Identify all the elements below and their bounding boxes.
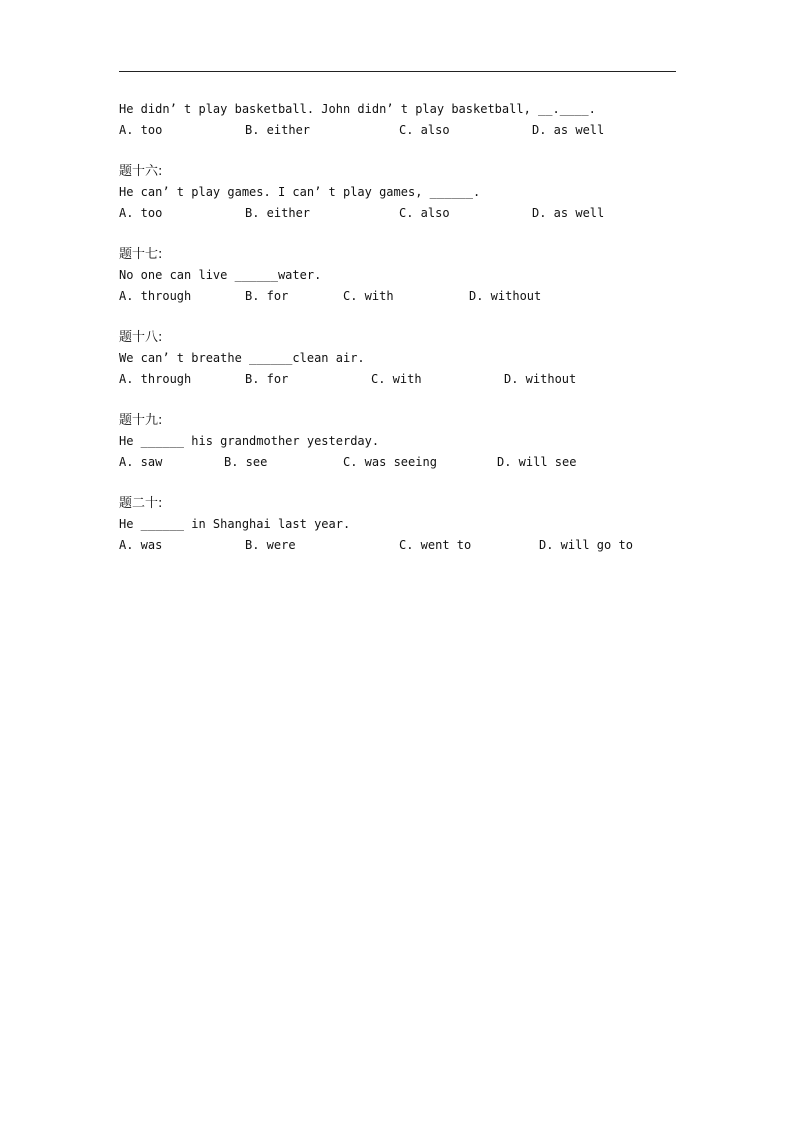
- question-title: 题二十:: [119, 496, 163, 511]
- option-d: D. will go to: [539, 538, 633, 552]
- option-b: B. for: [245, 289, 289, 303]
- option-b: B. for: [245, 372, 289, 386]
- option-b: B. see: [224, 455, 268, 469]
- option-a: A. was: [119, 538, 163, 552]
- option-c: C. also: [399, 123, 450, 137]
- option-a: A. through: [119, 372, 192, 386]
- question-title: 题十九:: [119, 413, 163, 428]
- question-19: [119, 410, 679, 473]
- question-options: [119, 203, 679, 224]
- option-b: B. were: [245, 538, 296, 552]
- question-options: [119, 535, 679, 556]
- question-stem: He can’ t play games. I can’ t play games, ______.: [119, 185, 481, 199]
- option-c: C. with: [371, 372, 422, 386]
- option-d: D. as well: [532, 206, 605, 220]
- option-c: C. with: [343, 289, 394, 303]
- option-c: C. also: [399, 206, 450, 220]
- option-a: A. too: [119, 123, 163, 137]
- question-15: [119, 99, 679, 141]
- question-stem: No one can live ______water.: [119, 268, 322, 282]
- question-options: [119, 369, 679, 390]
- question-title: 题十六:: [119, 164, 163, 179]
- option-d: D. without: [504, 372, 577, 386]
- question-options: [119, 286, 679, 307]
- option-a: A. too: [119, 206, 163, 220]
- question-title: 题十七:: [119, 247, 163, 262]
- question-title: 题十八:: [119, 330, 163, 345]
- question-stem: He ______ in Shanghai last year.: [119, 517, 351, 531]
- option-c: C. was seeing: [343, 455, 437, 469]
- option-b: B. either: [245, 206, 311, 220]
- option-a: A. saw: [119, 455, 163, 469]
- question-20: [119, 493, 679, 556]
- question-stem: He ______ his grandmother yesterday.: [119, 434, 380, 448]
- question-options: [119, 452, 679, 473]
- option-d: D. as well: [532, 123, 605, 137]
- question-stem: He didn’ t play basketball. John didn’ t play basketball, __.____.: [119, 102, 596, 116]
- question-18: [119, 327, 679, 390]
- option-a: A. through: [119, 289, 192, 303]
- option-d: D. will see: [497, 455, 577, 469]
- document-body: [119, 99, 679, 556]
- question-options: [119, 120, 679, 141]
- option-d: D. without: [469, 289, 542, 303]
- header-rule: [119, 71, 676, 72]
- option-b: B. either: [245, 123, 311, 137]
- question-stem: We can’ t breathe ______clean air.: [119, 351, 365, 365]
- question-16: [119, 161, 679, 224]
- question-17: [119, 244, 679, 307]
- option-c: C. went to: [399, 538, 472, 552]
